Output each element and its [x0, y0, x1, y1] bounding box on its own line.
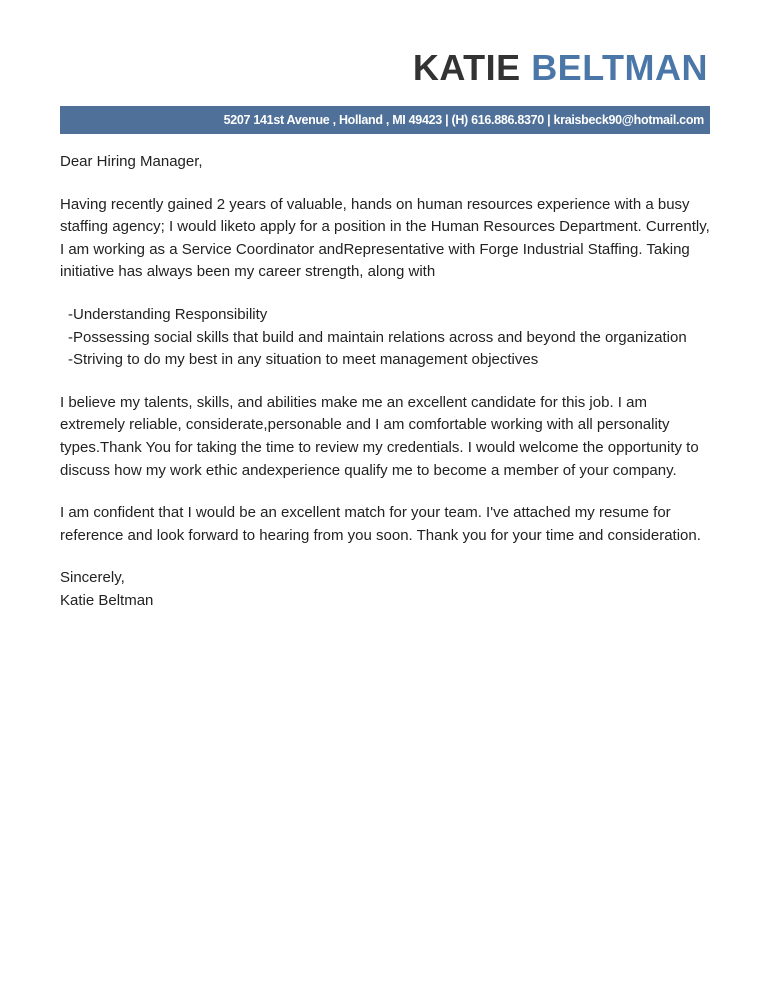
last-name: BELTMAN — [531, 47, 708, 88]
paragraph-qualifications: I believe my talents, skills, and abilities make me an excellent candidate for this job. I am extremely reliable, considerate,personable and I am comfortable working with all personality types.Thank You for taking the time to review my credentials. I would welcome the opportunity to discuss how my work ethic andexperience qualify me to become a member of your company. — [60, 393, 699, 479]
signature: Katie Beltman — [60, 591, 154, 609]
bullet-item: -Striving to do my best in any situation to meet management objectives — [68, 351, 539, 369]
first-name: KATIE — [412, 47, 521, 88]
letter-body — [60, 151, 710, 613]
contact-info: 5207 141st Avenue , Holland , MI 49423 | (H) 616.886.8370 | kraisbeck90@hotmail.com — [223, 113, 704, 127]
closing: Sincerely, — [60, 569, 125, 587]
paragraph-closing: I am confident that I would be an excellent match for your team. I've attached my resume for reference and look forward to hearing from you soon. Thank you for your time and consideration. — [60, 504, 701, 544]
paragraph-intro: Having recently gained 2 years of valuable, hands on human resources experience with a busy staffing agency; I would liketo apply for a position in the Human Resources Department. Currently, I am working as a Service Coordinator andRepresentative with Forge Industrial Staffing. Taking initiative has always been my career strength, along with — [60, 195, 710, 281]
salutation: Dear Hiring Manager, — [60, 153, 203, 170]
contact-bar — [60, 106, 710, 134]
bullet-item: -Understanding Responsibility — [68, 305, 268, 323]
applicant-name — [413, 48, 708, 88]
bullet-item: -Possessing social skills that build and maintain relations across and beyond the organization — [68, 328, 687, 346]
